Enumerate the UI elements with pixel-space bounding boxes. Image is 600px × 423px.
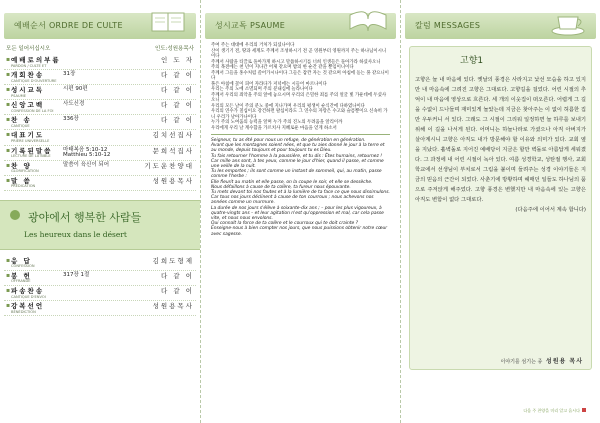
order-item-name: 기록된말씀: [11, 146, 53, 155]
order-item-leader: 김희도형제: [152, 256, 194, 265]
bullet-icon: ▪: [6, 101, 11, 109]
order-item-subtitle: CANTIQUE D'OUVERTURE: [11, 78, 57, 83]
psalm-column: [200, 0, 400, 423]
order-item-leader: 다 같 이: [161, 86, 194, 95]
order-row: [4, 286, 196, 301]
order-item-leader: 기도운찬양대: [144, 161, 194, 170]
order-item: [11, 258, 63, 269]
footer-text: 다음 주 찬양을 미리 알고 옵시다: [523, 408, 580, 413]
order-item-detail: 말씀이 육신이 되어: [63, 161, 110, 168]
order-item-leader: 다 같 이: [161, 71, 194, 80]
order-item-leader: 김치선집사: [152, 131, 194, 140]
marker-icon: [582, 408, 586, 412]
order-item-leader: 인 도 자: [161, 56, 194, 64]
order-item-leader: 다 같 이: [161, 101, 194, 110]
order-row: [4, 146, 196, 161]
order-item: [11, 148, 63, 159]
bullet-icon: ▪: [6, 56, 11, 63]
order-row: [4, 176, 196, 191]
coffee-cup-icon: [546, 5, 590, 37]
bullet-icon: ▪: [6, 287, 11, 295]
order-header-title: 예배순서 ORDRE DE CULTE: [14, 21, 123, 30]
order-item-name: 개회찬송: [11, 71, 45, 80]
order-subheader: [6, 44, 194, 52]
signature-label: 이야기를 섬기는 종: [500, 359, 543, 365]
order-item-subtitle: PARDON / CULTE ET: [11, 63, 47, 68]
bullet-icon: ▪: [6, 161, 11, 169]
order-item-detail: 마태복음 5:10-12 Matthieu 5:10-12: [63, 146, 111, 159]
continue-note: (다음주에 이어서 계속 합니다): [515, 207, 586, 213]
psalm-header: [205, 13, 396, 39]
order-item: [11, 102, 63, 113]
order-row: [4, 161, 196, 176]
order-item: [11, 132, 63, 143]
order-item-name: 강복선언: [11, 302, 45, 311]
order-row: [4, 115, 196, 130]
order-list-part2: [4, 256, 196, 316]
footer-note: [523, 408, 586, 414]
message-text: 고향은 늘 내 마음에 있다. 옛날의 풍경은 사라지고 낯선 모습을 하고 있지만 내 마음속에 그려진 고향은 그대로다. 고향길을 걸었다. 어린 시절의 추억이 내 마음에 영상으로 흐른다. 세 개의 이웃집이 떠오른다. 어렵게 그 길을 수없이 드나들며 재미있게 놀았는데 지금은 찾아주는 이 없이 허름한 집만 우두커니 서 있다. 그래도 그 시절이 그리워 일정하면 늘 하루를 보내기 위해 이 길을 나서게 된다. 어머니는 하늘나라로 가셨으나 아직 아버지가 살아계시니 고향은 아직도 내가 방문해야 할 이유와 의미가 있다. 교회 옆을 지났다. 훔벽돌로 지어진 예배당이 지금은 할만 벽돌로 아름답게 세워졌다. 그 과정에 내 어린 시절이 녹아 있다. 여름 성경학교, 성탄절 행사, 교회 학교에서 선생님이 부치로서 그림을 붙이며 들려주는 성경 이야기들은 지금의 믿음의 근간이 되었다. 사춘기에 방황하며 헤매던 일들도 하나님의 품으로 주저앉게 해주었다. 고향 풍경은 변했지만 내 마음속에 있는 고향은 아직도 변함이 없다 그대로다.: [415, 77, 586, 203]
divider: [211, 134, 390, 135]
bullet-icon: ▪: [6, 86, 11, 94]
message-header-title: 칼럼 MESSAGES: [415, 21, 481, 30]
sermon-title-korean: 광야에서 행복한 사람들: [28, 210, 142, 224]
order-item: [11, 303, 63, 314]
order-row: [4, 301, 196, 316]
order-row: [4, 55, 196, 70]
psalm-text-korean: 주여 주는 대대에 우리의 거처가 되셨나이다 산이 생기기 전, 땅과 세계도 주께서 조성하시기 전 곧 영원부터 영원까지 주는 하나님이시니이다 주께서 사람을 티끌로 돌아가게 하시고 말씀하시기를 너희 인생들은 돌아가라 하셨사오니 주의 목전에는 천 년이 지나간 어제 같으며 밤의 한 순간 같을 뿐임이니이다 주께서 그들을 홍수처럼 쓸어가시나이다 그들은 잠깐 자는 것 같으며 아침에 돋는 풀 같으니이다 풀은 아침에 꽃이 피어 자라다가 저녁에는 시들어 마르나이다 우리는 주의 노에 소멸되며 주의 분내심에 놀라나이다 주께서 우리의 죄악을 주의 앞에 놓으시며 우리의 은밀한 죄를 주의 얼굴 빛 가운데에 두셨사오니 우리의 모든 날이 주의 분노 중에 지나가며 우리의 평생이 순식간에 다하였나이다 우리의 연수가 칠십이요 강건하면 팔십이라도 그 연수의 자랑은 수고와 슬픔뿐이요 신속히 가니 우리가 날아가나이다 누가 주의 노여움의 능력을 알며 누가 주의 진노의 두려움을 알리이까 우리에게 우리 날 계수함을 가르치사 지혜로운 마음을 얻게 하소서: [211, 43, 389, 131]
sermon-title-french: Les heureux dans le désert: [24, 229, 127, 239]
order-row: [4, 256, 196, 271]
signature-name: 성원용 목사: [545, 358, 583, 365]
order-item: [11, 273, 63, 284]
order-of-worship-column: [0, 0, 200, 423]
order-list-part1: [4, 55, 196, 191]
order-header: [4, 13, 196, 39]
order-row: [4, 85, 196, 100]
order-item: [11, 288, 63, 299]
order-item: [11, 178, 63, 189]
order-item-subtitle: GLORIFICATION: [11, 169, 39, 174]
message-box: [409, 46, 592, 370]
message-title: 고향1: [460, 56, 484, 66]
order-row: [4, 130, 196, 145]
order-item-name: 응 답: [11, 256, 32, 265]
hymnal-icon: [146, 5, 190, 37]
order-item-detail: 31장: [63, 71, 76, 78]
leader-label: 인도:성원용목사: [154, 46, 194, 52]
order-item-name: 찬 송: [11, 116, 32, 125]
order-item-subtitle: PRIÈRE UNIVERSELLE: [11, 138, 50, 143]
order-item-subtitle: CONFESSION DE LA FOI: [11, 108, 54, 113]
order-item-detail: 시편 90편: [63, 86, 88, 93]
order-item-leader: 다 같 이: [161, 271, 194, 280]
order-item-subtitle: PRÉDICATION: [11, 184, 36, 189]
bullet-icon: ▪: [6, 176, 11, 184]
order-item-name: 봉 헌: [11, 271, 32, 280]
leaf-icon: [10, 210, 20, 220]
order-item-name: 파송찬송: [11, 287, 45, 296]
order-row: [4, 100, 196, 115]
order-item: [11, 117, 63, 128]
order-item-detail: 사도신경: [63, 101, 85, 108]
order-item-detail: 317장 1절: [63, 271, 90, 278]
open-book-icon: [346, 5, 390, 37]
order-item-subtitle: OFFRANDE: [11, 279, 31, 284]
message-body: [415, 75, 586, 215]
order-item-detail: 336장: [63, 116, 79, 123]
order-item: [11, 57, 63, 68]
order-item-subtitle: PSAUME: [11, 93, 26, 98]
bullet-icon: ▪: [6, 146, 11, 154]
bullet-icon: ▪: [6, 116, 11, 124]
signature: [501, 356, 584, 365]
order-row: [4, 70, 196, 85]
order-item-name: 대표기도: [11, 131, 45, 140]
bullet-icon: ▪: [6, 271, 11, 279]
order-item: [11, 163, 63, 174]
order-item-subtitle: CANTIQUE: [11, 123, 30, 128]
psalm-header-title: 성시교독 PSAUME: [215, 21, 286, 30]
order-item-subtitle: CONFESSION: [11, 264, 35, 269]
order-item-leader: 성원용목사: [152, 176, 194, 185]
order-item-leader: 다 같 이: [161, 116, 194, 125]
message-column: [400, 0, 600, 423]
bullet-icon: ▪: [6, 302, 11, 310]
order-item-subtitle: BÉNÉDICTION: [11, 309, 36, 314]
order-item-name: 성시교독: [11, 86, 45, 95]
order-item-name: 신앙고백: [11, 101, 45, 110]
order-item-name: 말 씀: [11, 176, 32, 185]
order-item-leader: 문희석집사: [152, 146, 194, 155]
bullet-icon: ▪: [6, 131, 11, 139]
order-item-name: 찬 양: [11, 161, 32, 170]
bullet-icon: ▪: [6, 71, 11, 79]
order-item-leader: 다 같 이: [161, 287, 194, 296]
intro-note: 모든 일어서십시오: [6, 46, 51, 52]
order-item: [11, 72, 63, 83]
order-row: [4, 271, 196, 286]
psalm-text-french: Seigneur, tu as été pour nous un refuge, de génération en génération. Avant que les montagnes soient nées, et que tu aies donné le jour à la terre et au monde, depuis toujours et pour toujours tu es Dieu. Tu fais retourner l'homme à la poussière, et tu dis : Êtes humains, retournez ! Car mille ans sont, à tes yeux, comme le jour d'hier, quand il passe, et comme une veille de la nuit. Tu les emportes ; ils sont comme un instant de sommeil, qui, au matin, passe comme l'herbe : Elle fleurit au matin et elle passe, on la coupe le soir, et elle se dessèche. Nous défaillons à cause de ta colère, ta fureur nous épouvante. Tu mets devant toi nos fautes et à la lumière de ta face ce que nous dissimulons. Car tous nos jours déclinent à cause de ton courroux ; nous achevons nos années comme un murmure. La durée de nos jours s'élève à soixante-dix ans ; – pour les plus vigoureux, à quatre-vingts ans – et leur agitation n'est qu'oppression et mal, car cela passe vite, et nous nous envolons. Qui connaît la force de ta colère et le courroux qui te doit crainte ? Enseigne-nous à bien compter nos jours, que nous puissions obtenir notre cœur avec sagesse.: [211, 138, 390, 237]
message-header: [405, 13, 596, 39]
order-item-leader: 성원용목사: [152, 302, 194, 311]
order-item-subtitle: LECTURE DE LA BIBLE: [11, 154, 51, 159]
sermon-title-band: [0, 200, 200, 250]
order-item: [11, 87, 63, 98]
order-item-name: 예배로의부름: [11, 56, 61, 64]
order-item-subtitle: CANTIQUE D'ENVOI: [11, 294, 46, 299]
bullet-icon: ▪: [6, 256, 11, 264]
